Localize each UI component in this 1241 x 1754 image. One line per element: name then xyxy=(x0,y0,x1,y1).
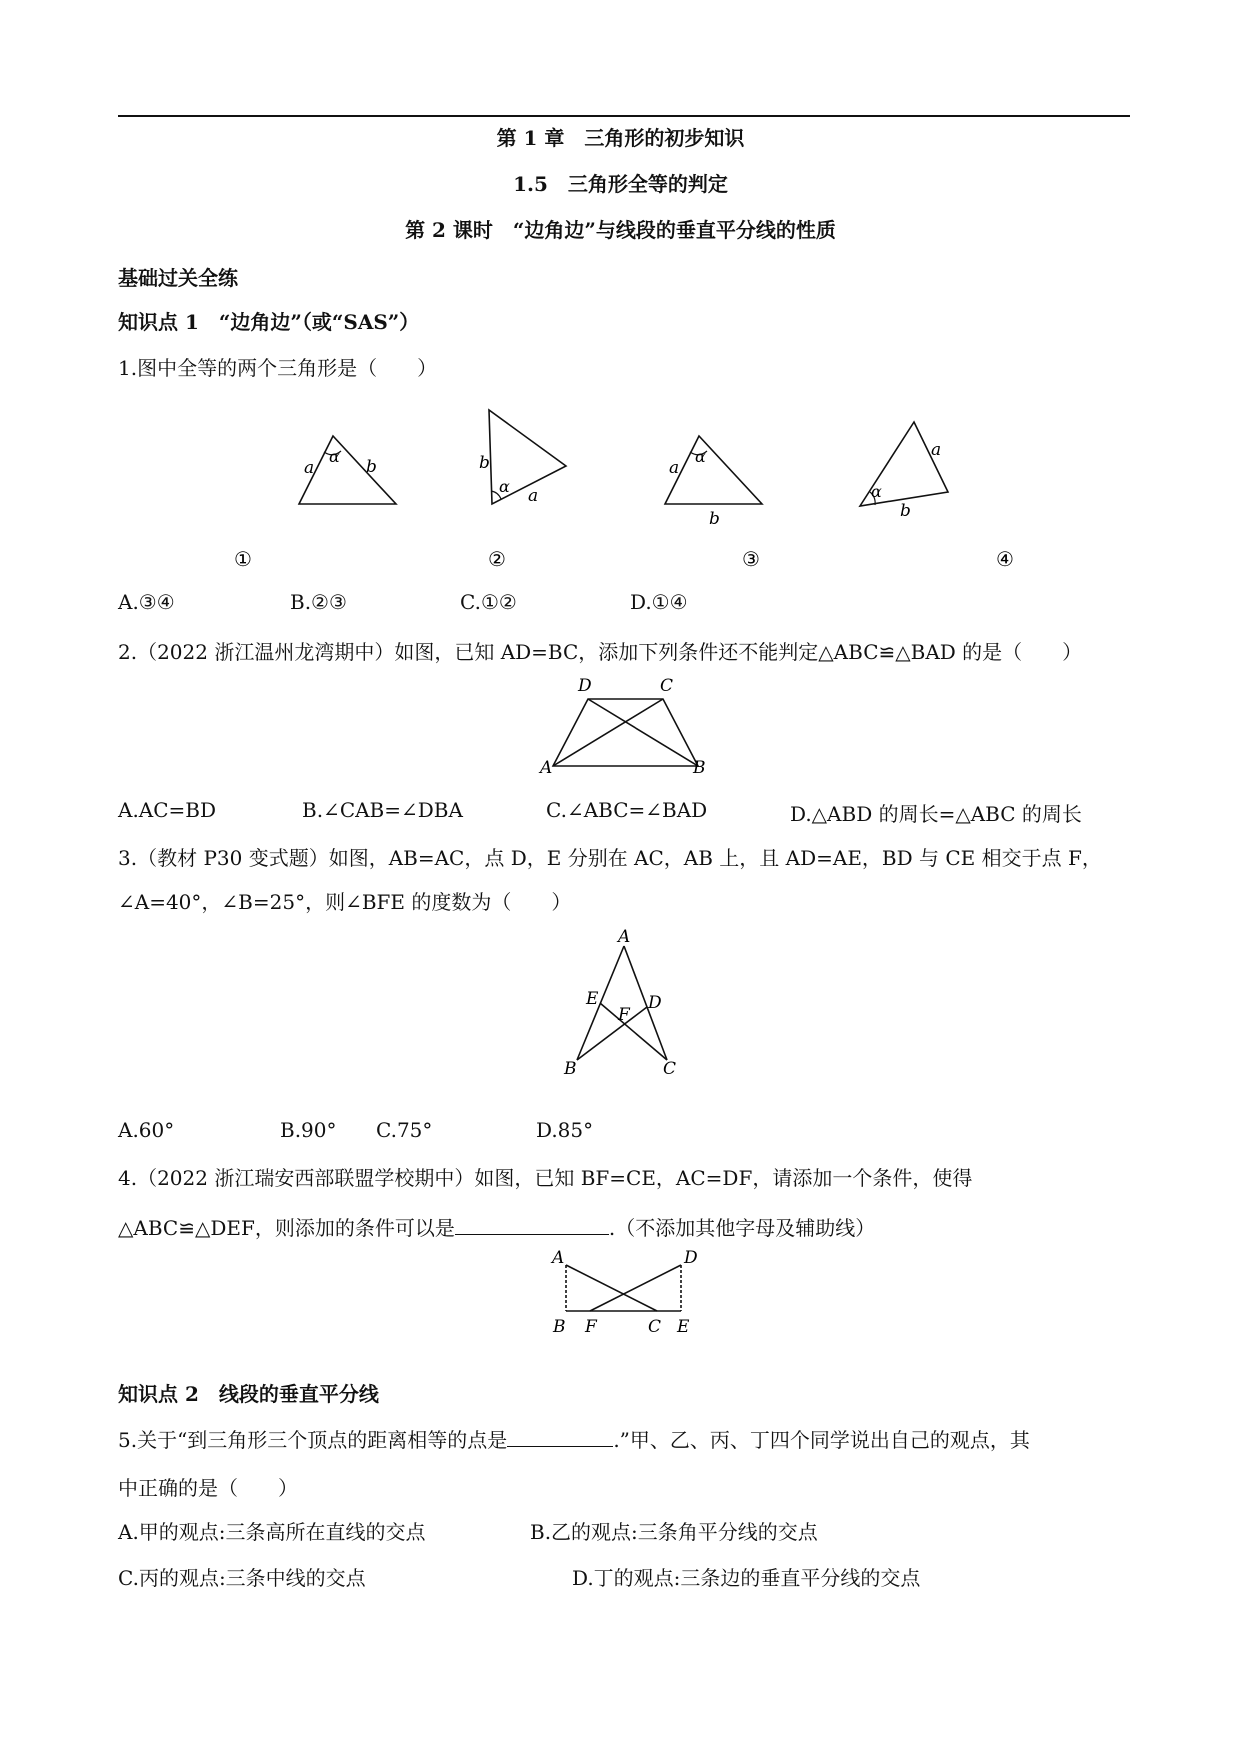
q2-option-d: D.△ABD 的周长=△ABC 的周长 xyxy=(790,802,1082,826)
q5-option-d: D.丁的观点:三条边的垂直平分线的交点 xyxy=(572,1566,921,1590)
q1-triangle-3 xyxy=(665,436,762,529)
q4-stem-line1: 4.（2022 浙江瑞安西部联盟学校期中）如图，已知 BF=CE，AC=DF，请添加一个条件，使得 xyxy=(118,1166,973,1190)
q5-stem-line1-b: .”甲、乙、丙、丁四个同学说出自己的观点，其 xyxy=(613,1428,1030,1452)
q4-point-a: A xyxy=(552,1248,565,1268)
header-rule xyxy=(118,115,1130,117)
knowledge-point-1: 知识点 1 “边角边”（或“SAS”） xyxy=(118,310,420,334)
q2-point-d: D xyxy=(578,676,592,696)
q3-point-a: A xyxy=(618,927,631,947)
q1-option-d: D.①④ xyxy=(630,590,688,614)
q4-point-e: E xyxy=(677,1317,690,1335)
q5-answer-blank[interactable] xyxy=(507,1428,613,1447)
q1-t1-label-alpha: α xyxy=(329,447,340,466)
q1-figure-number-3: ③ xyxy=(742,547,760,571)
q5-stem-line1 xyxy=(118,1424,1030,1453)
section-title: 1.5 三角形全等的判定 xyxy=(513,172,728,196)
q1-stem: 1.图中全等的两个三角形是（ ） xyxy=(118,356,438,380)
q2-point-b: B xyxy=(693,758,706,778)
q1-t3-label-a: a xyxy=(669,458,680,478)
knowledge-point-2: 知识点 2 线段的垂直平分线 xyxy=(118,1382,379,1406)
q5-option-a: A.甲的观点:三条高所在直线的交点 xyxy=(118,1520,426,1544)
q3-figure xyxy=(0,926,1241,1086)
q3-option-b: B.90° xyxy=(280,1118,337,1142)
q1-triangle-4 xyxy=(860,422,948,521)
q2-figure xyxy=(0,670,1241,780)
part-title: 基础过关全练 xyxy=(118,266,238,290)
q4-point-c: C xyxy=(648,1317,662,1335)
q2-point-c: C xyxy=(660,676,674,696)
q5-option-b: B.乙的观点:三条角平分线的交点 xyxy=(530,1520,818,1544)
q3-point-c: C xyxy=(663,1059,677,1079)
q1-figure-number-2: ② xyxy=(488,547,506,571)
q5-stem-line2: 中正确的是（ ） xyxy=(118,1476,298,1500)
lesson-title: 第 2 课时 “边角边”与线段的垂直平分线的性质 xyxy=(405,218,836,242)
q4-stem-line2 xyxy=(118,1212,875,1241)
q4-point-d: D xyxy=(684,1248,698,1268)
q1-option-c: C.①② xyxy=(460,590,517,614)
q3-stem-line2: ∠A=40°，∠B=25°，则∠BFE 的度数为（ ） xyxy=(118,890,572,914)
q4-stem-line2-a: △ABC≌△DEF，则添加的条件可以是 xyxy=(118,1216,455,1240)
q2-option-b: B.∠CAB=∠DBA xyxy=(302,798,463,822)
q1-t1-label-a: a xyxy=(304,458,315,478)
q3-point-d: D xyxy=(648,993,662,1013)
q3-point-b: B xyxy=(564,1059,577,1079)
q1-t3-label-b: b xyxy=(709,509,720,529)
q3-option-d: D.85° xyxy=(536,1118,594,1142)
q5-option-c: C.丙的观点:三条中线的交点 xyxy=(118,1566,366,1590)
q4-figure xyxy=(0,1245,1241,1335)
q1-figure-number-1: ① xyxy=(234,547,252,571)
q2-option-c: C.∠ABC=∠BAD xyxy=(546,798,708,822)
q5-stem-line1-a: 5.关于“到三角形三个顶点的距离相等的点是 xyxy=(118,1428,508,1452)
q4-answer-blank[interactable] xyxy=(455,1216,609,1235)
q4-point-f: F xyxy=(585,1317,597,1335)
q3-option-c: C.75° xyxy=(376,1118,433,1142)
q2-point-a: A xyxy=(540,758,553,778)
q1-figure-number-4: ④ xyxy=(996,547,1014,571)
q1-t1-label-b: b xyxy=(366,457,377,477)
q3-stem-line1: 3.（教材 P30 变式题）如图，AB=AC，点 D，E 分别在 AC，AB 上，且 AD=AE，BD 与 CE 相交于点 F， xyxy=(118,846,1102,870)
q1-t4-label-a: a xyxy=(931,440,942,460)
q1-triangle-2 xyxy=(479,410,566,506)
q1-option-b: B.②③ xyxy=(290,590,347,614)
q1-figure xyxy=(0,400,1241,580)
chapter-title: 第 1 章 三角形的初步知识 xyxy=(496,126,745,150)
q1-t2-label-a: a xyxy=(528,486,539,506)
q2-option-a: A.AC=BD xyxy=(118,798,217,822)
q1-t4-label-alpha: α xyxy=(871,482,882,501)
q3-point-f: F xyxy=(618,1005,630,1025)
q1-t2-label-alpha: α xyxy=(499,477,510,496)
q1-t4-label-b: b xyxy=(900,501,911,521)
q4-stem-line2-b: .（不添加其他字母及辅助线） xyxy=(608,1216,876,1240)
q1-t3-label-alpha: α xyxy=(695,447,706,466)
q1-triangle-1 xyxy=(299,436,396,504)
q1-t2-label-b: b xyxy=(479,453,490,473)
q3-point-e: E xyxy=(586,989,599,1009)
q1-option-a: A.③④ xyxy=(118,590,175,614)
q2-stem: 2.（2022 浙江温州龙湾期中）如图，已知 AD=BC，添加下列条件还不能判定△ABC≌△BAD 的是（ ） xyxy=(118,640,1083,664)
q3-option-a: A.60° xyxy=(118,1118,175,1142)
q4-point-b: B xyxy=(553,1317,566,1335)
